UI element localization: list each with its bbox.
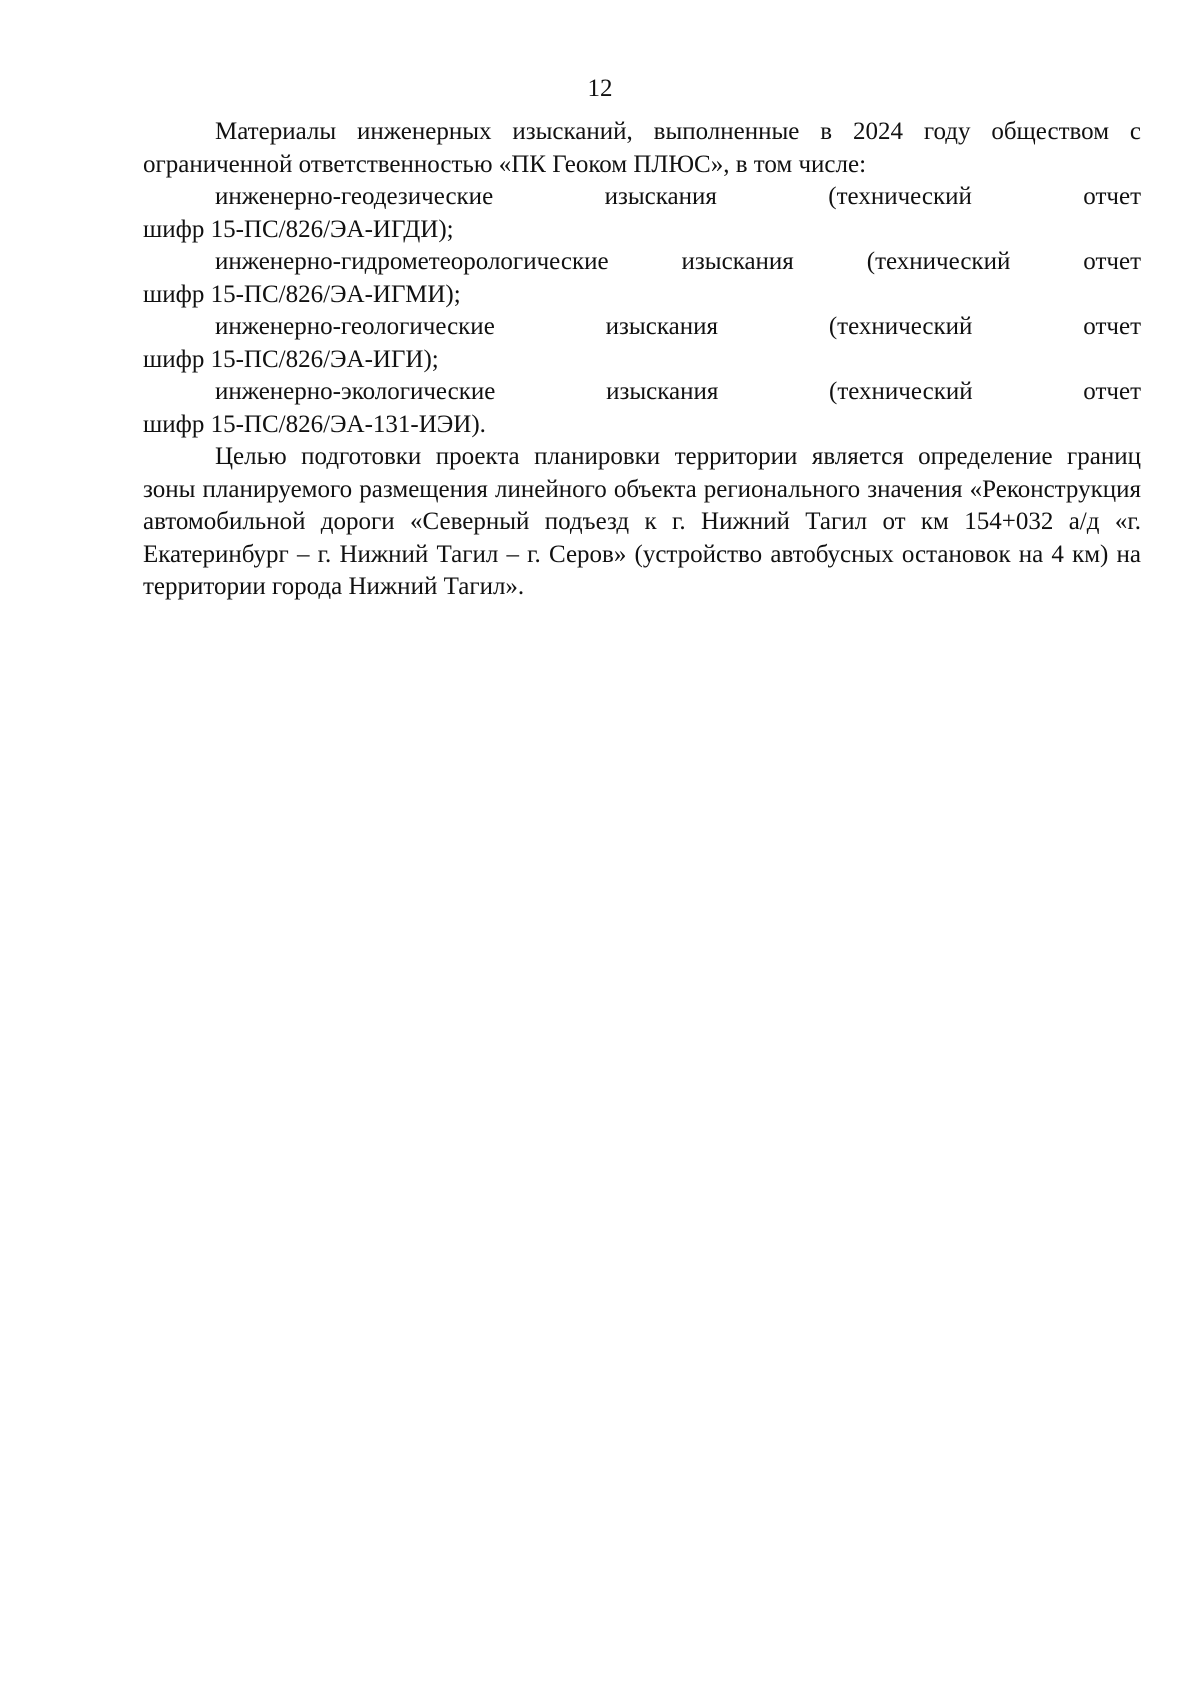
intro-paragraph: Материалы инженерных изысканий, выполненные в 2024 году обществом с ограниченной ответственностью «ПК Геоком ПЛЮС», в том числе: — [143, 118, 1141, 178]
survey-item-ecological — [143, 376, 1141, 441]
survey-item-geological — [143, 311, 1141, 376]
survey-item-code: шифр 15-ПС/826/ЭА-ИГИ); — [143, 345, 439, 373]
purpose-paragraph: Целью подготовки проекта планировки территории является определение границ зоны планируемого размещения линейного объекта регионального значения «Реконструкция автомобильной дороги «Северный подъезд к г. Нижний Тагил от км 154+032 а/д «г. Екатеринбург – г. Нижний Тагил – г. Серов» (устройство автобусных остановок на 4 км) на территории города Нижний Тагил». — [143, 443, 1141, 600]
survey-item-geodetic — [143, 181, 1141, 246]
page-number: 12 — [587, 75, 613, 102]
survey-item-line: инженерно-геологические изыскания (технический отчет — [215, 313, 1141, 340]
survey-item-line: инженерно-гидрометеорологические изыскания (технический отчет — [215, 248, 1141, 275]
survey-item-hydrometeorological — [143, 246, 1141, 311]
survey-item-code: шифр 15-ПС/826/ЭА-ИГДИ); — [143, 215, 454, 243]
survey-item-code: шифр 15-ПС/826/ЭА-131-ИЭИ). — [143, 410, 486, 438]
survey-item-code: шифр 15-ПС/826/ЭА-ИГМИ); — [143, 280, 461, 308]
survey-item-line: инженерно-экологические изыскания (технический отчет — [215, 378, 1141, 405]
survey-item-line: инженерно-геодезические изыскания (технический отчет — [215, 183, 1141, 210]
document-body — [143, 116, 1141, 604]
